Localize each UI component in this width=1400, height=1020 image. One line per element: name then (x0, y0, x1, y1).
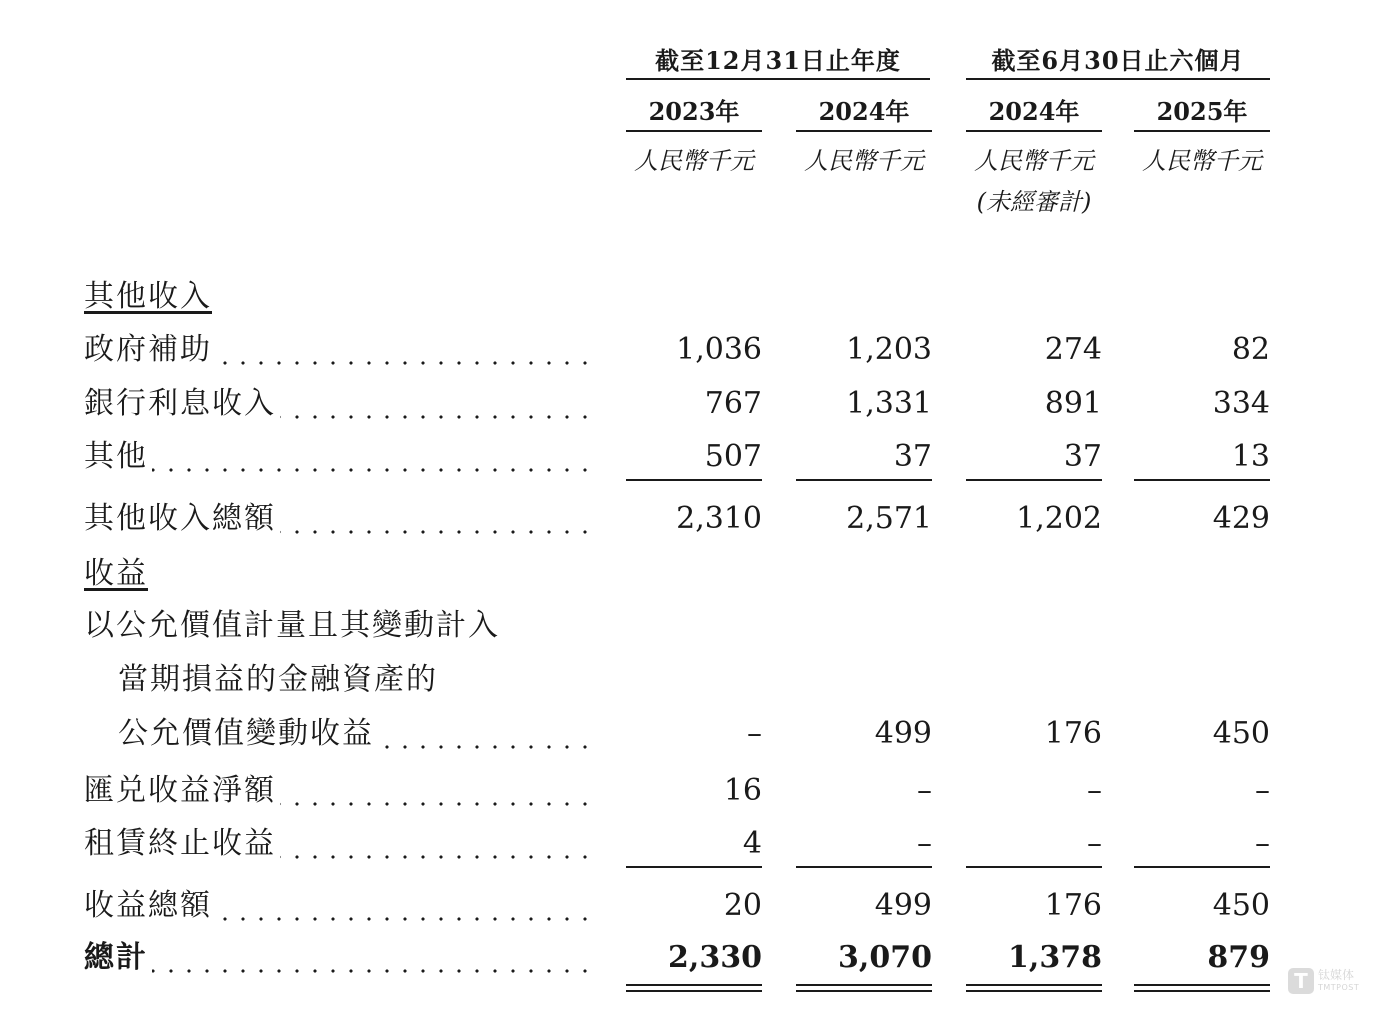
cell-value: 37 (893, 439, 932, 474)
subtotal-rule (966, 866, 1102, 868)
cell-value: – (1255, 826, 1270, 861)
year-header-2024-h1: 2024年 (966, 94, 1102, 132)
unaudited-label: (未經審計) (976, 188, 1092, 216)
total-double-rule (796, 984, 932, 992)
subtotal-rule (626, 866, 762, 868)
cell-value: 20 (723, 888, 762, 923)
row-label-others: 其他 (84, 437, 594, 477)
cell-value: 891 (1044, 386, 1102, 421)
year-header-2023: 2023年 (626, 94, 762, 132)
subtotal-rule (796, 479, 932, 481)
row-label-other-income-total: 其他收入總額 (84, 499, 594, 539)
cell-value: 82 (1231, 332, 1270, 367)
cell-value: 499 (874, 716, 932, 751)
subtotal-rule (966, 479, 1102, 481)
year-header-2024: 2024年 (796, 94, 932, 132)
cell-value-total: 1,378 (1008, 940, 1102, 975)
cell-value: – (747, 716, 762, 751)
cell-value: 2,571 (846, 501, 932, 536)
group-header-full-year: 截至12月31日止年度 (626, 44, 930, 80)
row-label-government-grants: 政府補助 (84, 330, 594, 370)
cell-value-total: 879 (1207, 940, 1270, 975)
cell-value-total: 2,330 (668, 940, 762, 975)
cell-value: 499 (874, 888, 932, 923)
cell-value: 2,310 (676, 501, 762, 536)
cell-value: – (917, 773, 932, 808)
subtotal-rule (796, 866, 932, 868)
section-heading-other-income: 其他收入 (84, 279, 212, 314)
year-header-2025-h1: 2025年 (1134, 94, 1270, 132)
cell-value: 450 (1212, 888, 1270, 923)
cell-value: 37 (1063, 439, 1102, 474)
total-double-rule (966, 984, 1102, 992)
cell-value: 1,036 (676, 332, 762, 367)
cell-value: 4 (742, 826, 762, 861)
cell-value: 1,203 (846, 332, 932, 367)
row-label-lease-termination-gain: 租賃終止收益 (84, 824, 594, 864)
cell-value: 274 (1044, 332, 1102, 367)
unit-label: 人民幣千元 (634, 147, 754, 175)
watermark-name: 钛媒体 (1318, 968, 1355, 982)
total-double-rule (1134, 984, 1270, 992)
cell-value: 176 (1044, 716, 1102, 751)
cell-value: – (1087, 773, 1102, 808)
unit-label: 人民幣千元 (1142, 147, 1262, 175)
cell-value: 767 (704, 386, 762, 421)
subtotal-rule (1134, 479, 1270, 481)
cell-value: 450 (1212, 716, 1270, 751)
row-label-fvtpl-line3: 公允價值變動收益 (118, 714, 594, 754)
subtotal-rule (626, 479, 762, 481)
cell-value-total: 3,070 (838, 940, 932, 975)
row-label-grand-total: 總計 (84, 938, 594, 978)
cell-value: 176 (1044, 888, 1102, 923)
cell-value: 1,202 (1016, 501, 1102, 536)
row-label-bank-interest-income: 銀行利息收入 (84, 384, 594, 424)
watermark-logo-icon: T (1288, 968, 1314, 994)
section-heading-gains: 收益 (84, 556, 148, 591)
cell-value: 1,331 (846, 386, 932, 421)
cell-value: 13 (1231, 439, 1270, 474)
cell-value: 507 (704, 439, 762, 474)
cell-value: 16 (723, 773, 762, 808)
subtotal-rule (1134, 866, 1270, 868)
row-label-gains-total: 收益總額 (84, 886, 594, 926)
total-double-rule (626, 984, 762, 992)
row-label-fvtpl-line2: 當期損益的金融資產的 (118, 662, 438, 697)
watermark-sub: TMTPOST (1318, 983, 1360, 992)
row-label-fvtpl-line1: 以公允價值計量且其變動計入 (84, 608, 500, 643)
watermark-logo (1288, 966, 1368, 998)
cell-value: – (1087, 826, 1102, 861)
cell-value: – (1255, 773, 1270, 808)
cell-value: – (917, 826, 932, 861)
unit-label: 人民幣千元 (804, 147, 924, 175)
row-label-fx-gain: 匯兑收益淨額 (84, 771, 594, 811)
cell-value: 334 (1212, 386, 1270, 421)
unit-label: 人民幣千元 (974, 147, 1094, 175)
cell-value: 429 (1212, 501, 1270, 536)
group-header-six-months: 截至6月30日止六個月 (966, 44, 1270, 80)
